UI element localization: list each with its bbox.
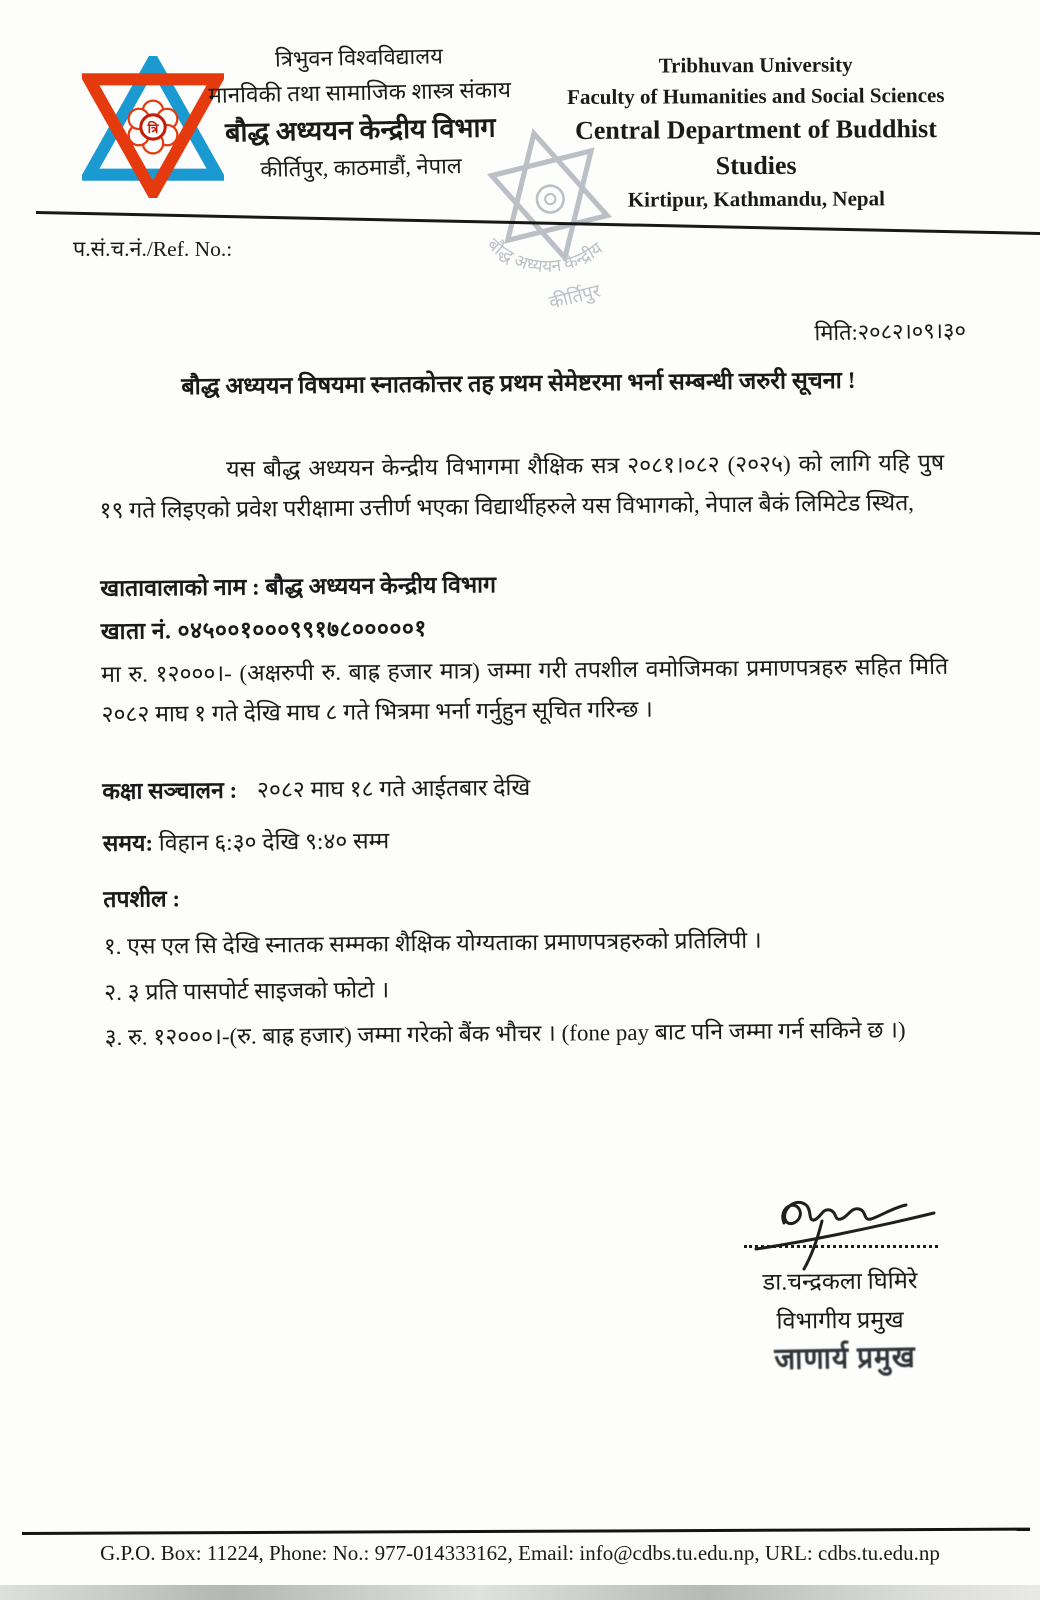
detail-item-1: १. एस एल सि देखि स्नातक सम्मका शैक्षिक योग्यताका प्रमाणपत्रहरुको प्रतिलिपी । — [103, 927, 762, 960]
faculty-name-nepali: मानविकी तथा सामाजिक शास्त्र संकाय — [208, 77, 512, 108]
handwritten-signature-scribble — [748, 1183, 948, 1273]
details-heading: तपशील : — [103, 886, 181, 913]
time-line — [103, 818, 948, 858]
signatory-title: विभागीय प्रमुख — [776, 1307, 904, 1335]
signatory-stamp-smudge: जाणार्य प्रमुख — [774, 1340, 916, 1377]
signatory-name: डा.चन्द्रकला घिमिरे — [762, 1268, 918, 1296]
time-label: समय: — [102, 830, 154, 857]
svg-text:त्रि: त्रि — [147, 121, 159, 137]
account-number-line: खाता नं. ०४५००१०००९९१७८०००००१ — [100, 615, 427, 645]
footer-contact-line: G.P.O. Box: 11224, Phone: No.: 977-014333162, Email: info@cdbs.tu.edu.np, URL: cdbs.tu.edu.np — [100, 1541, 940, 1565]
university-name-english: Tribhuvan University — [658, 52, 853, 78]
class-start-value: २०८२ माघ १८ गते आईतबार देखि — [256, 774, 531, 803]
date-line: मिति:२०८२।०९।३० — [814, 317, 967, 346]
class-start-label: कक्षा सञ्चालन : — [102, 777, 238, 805]
ref-no-label: प.सं.च.नं./Ref. No.: — [73, 237, 233, 261]
detail-item-2: २. ३ प्रति पासपोर्ट साइजको फोटो । — [104, 977, 390, 1006]
signature-dotted-line — [744, 1245, 938, 1248]
department-name-nepali: बौद्ध अध्ययन केन्द्रीय विभाग — [224, 112, 496, 148]
stamp-arc-text: बौद्ध अध्ययन केन्द्रीय — [483, 233, 607, 276]
address-english: Kirtipur, Kathmandu, Nepal — [627, 186, 885, 212]
scan-edge-strip — [0, 1585, 1040, 1600]
address-nepali: कीर्तिपुर, काठमाडौं, नेपाल — [260, 153, 462, 182]
detail-item-3: ३. रु. १२०००।-(रु. बाह्र हजार) जम्मा गरेको बैंक भौचर । (fone pay बाट पनि जम्मा गर्न सकिने छ ।) — [104, 1017, 906, 1050]
deposit-paragraph: मा रु. १२०००।- (अक्षरुपी रु. बाह्र हजार मात्र) जम्मा गरी तपशील वमोजिमका प्रमाणपत्रहरु सहित मिति २०८२ माघ १ गते देखि माघ ८ गते भित्रमा भर्ना गर्नुहुन सूचित गरिन्छ । — [101, 653, 949, 727]
time-value: विहान ६:३० देखि ९:४० सम्म — [158, 828, 390, 856]
faculty-name-english: Faculty of Humanities and Social Sciences — [567, 83, 945, 109]
intro-paragraph: यस बौद्ध अध्ययन केन्द्रीय विभागमा शैक्षिक सत्र २०८१।०८२ (२०२५) को लागि यहि पुष १९ गते लिइएको प्रवेश परीक्षामा उत्तीर्ण भएका विद्यार्थीहरुले यस विभागको, नेपाल बैकं लिमिटेड स्थित, — [99, 449, 945, 523]
notice-title: बौद्ध अध्ययन विषयमा स्नातकोत्तर तह प्रथम सेमेष्टरमा भर्ना सम्बन्धी जरुरी सूचना ! — [181, 367, 856, 401]
stamp-bottom-text: कीर्तिपुर — [546, 280, 603, 313]
department-name-english: Central Department of Buddhist Studies — [574, 114, 937, 181]
account-name-line: खातावालाको नाम : बौद्ध अध्ययन केन्द्रीय विभाग — [100, 572, 497, 602]
university-name-nepali: त्रिभुवन विश्वविद्यालय — [274, 43, 444, 72]
class-start-line — [102, 766, 947, 806]
